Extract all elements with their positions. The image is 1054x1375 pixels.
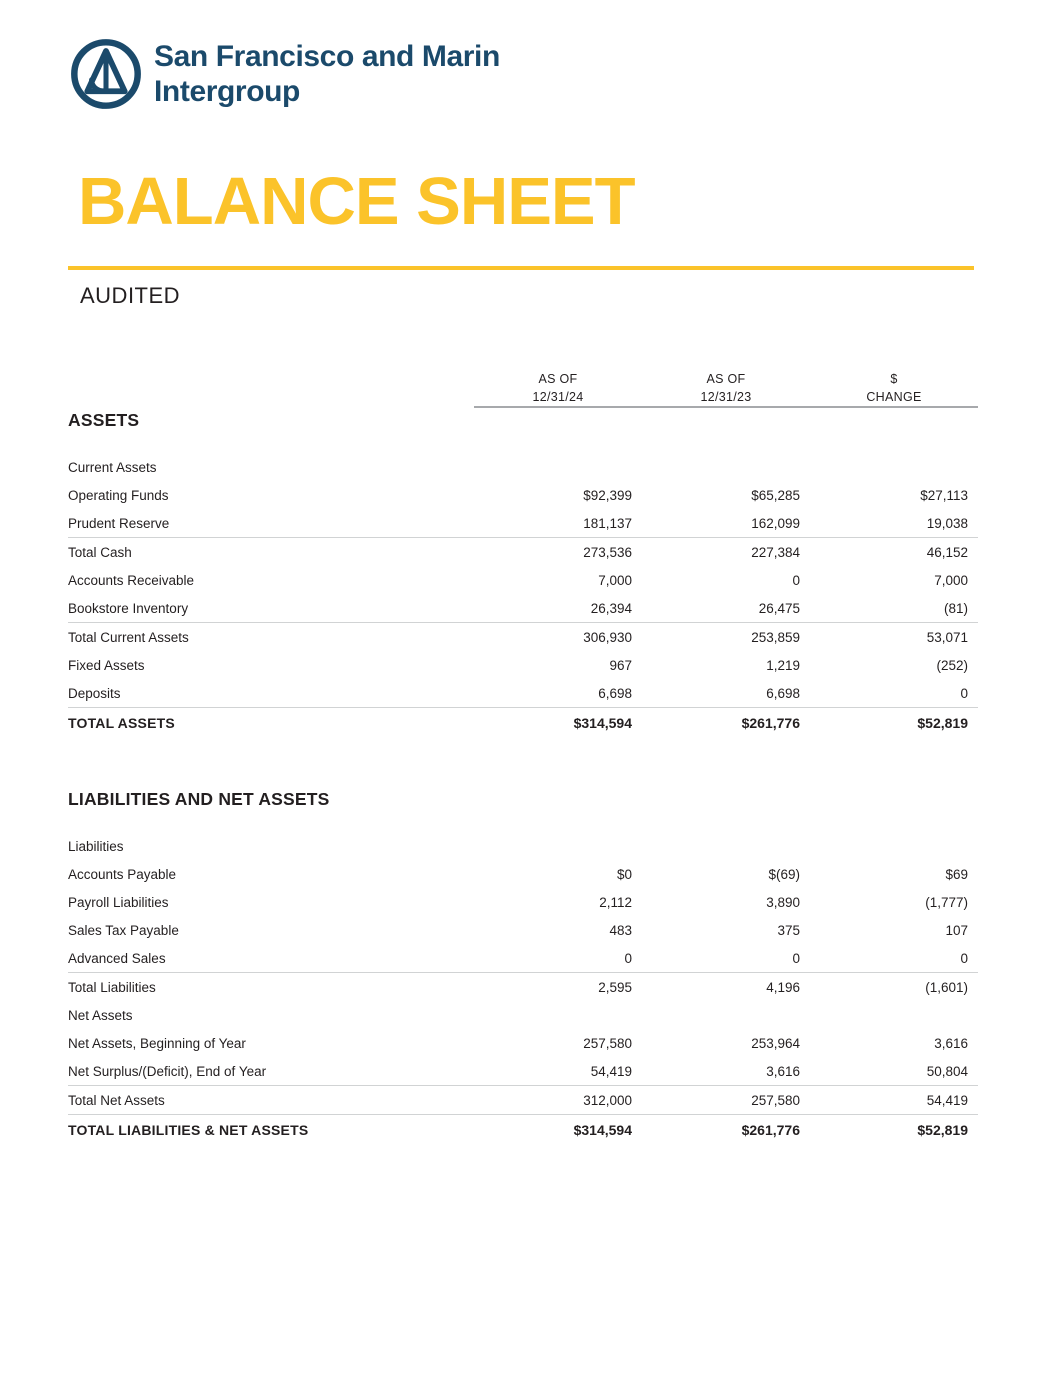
row-value-2: 257,580 (642, 1086, 810, 1115)
spacer-cell (68, 431, 978, 453)
header-col-3 (810, 370, 978, 407)
row-value-3: (81) (943, 600, 968, 616)
row-label: Net Assets, Beginning of Year (68, 1035, 246, 1051)
section-heading-row (68, 410, 978, 431)
organization-name (154, 39, 500, 110)
section-heading-spacer (68, 810, 978, 832)
table-row (68, 651, 978, 679)
section-heading: ASSETS (68, 410, 140, 431)
header-col-1-line1: AS OF (538, 372, 578, 386)
row-value-2: 0 (792, 950, 800, 966)
title-divider (68, 266, 974, 270)
table-row (68, 916, 978, 944)
row-value-2: 253,859 (642, 623, 810, 652)
row-label: Payroll Liabilities (68, 894, 169, 910)
section-heading-row (68, 789, 978, 810)
row-value-1: 26,394 (590, 600, 632, 616)
header-col-2 (642, 370, 810, 407)
row-value-2: 0 (792, 572, 800, 588)
row-value-2: 3,616 (766, 1063, 800, 1079)
row-label: Sales Tax Payable (68, 922, 179, 938)
header-col-2-line2: 12/31/23 (700, 390, 752, 405)
row-value-3: 46,152 (810, 538, 978, 567)
row-value-3: 3,616 (934, 1035, 968, 1051)
row-label: TOTAL ASSETS (68, 708, 474, 738)
row-value-3: $52,819 (810, 708, 978, 738)
row-value-2: 1,219 (766, 657, 800, 673)
row-value-1 (474, 832, 642, 860)
row-value-2: 227,384 (642, 538, 810, 567)
table-row (68, 566, 978, 594)
row-value-2: 4,196 (642, 973, 810, 1002)
row-value-1: 273,536 (474, 538, 642, 567)
organization-name-line2: Intergroup (154, 75, 300, 108)
row-label: Total Cash (68, 538, 474, 567)
row-label: Liabilities (68, 838, 124, 854)
row-value-3: (252) (936, 657, 968, 673)
row-label: Total Net Assets (68, 1086, 474, 1115)
row-value-3: 54,419 (810, 1086, 978, 1115)
header-col-3-line2: CHANGE (866, 390, 922, 405)
header-col-1 (474, 370, 642, 407)
row-label: Fixed Assets (68, 657, 145, 673)
row-value-2: $261,776 (642, 708, 810, 738)
row-value-2: $65,285 (751, 487, 800, 503)
row-label: Deposits (68, 685, 121, 701)
row-label: Total Liabilities (68, 973, 474, 1002)
table-row (68, 832, 978, 860)
table-row (68, 1057, 978, 1086)
header-col-3-line1: $ (890, 372, 898, 386)
row-value-1: 257,580 (583, 1035, 632, 1051)
row-value-3: 53,071 (810, 623, 978, 652)
row-value-3: $27,113 (920, 487, 968, 503)
row-value-3: 0 (960, 685, 968, 701)
row-label: Current Assets (68, 459, 157, 475)
row-value-3: 107 (945, 922, 968, 938)
financial-table-wrapper (68, 370, 978, 1144)
balance-sheet-table (68, 370, 978, 1144)
table-row (68, 679, 978, 708)
row-label: Advanced Sales (68, 950, 166, 966)
row-value-2: 375 (777, 922, 800, 938)
organization-name-line1: San Francisco and Marin (154, 39, 500, 73)
table-row (68, 944, 978, 973)
row-value-1 (474, 1001, 642, 1029)
spacer-cell (68, 737, 978, 789)
section-heading-spacer (68, 431, 978, 453)
section-spacer (68, 737, 978, 789)
row-value-3 (810, 453, 978, 481)
row-value-1: 0 (624, 950, 632, 966)
row-value-2: $(69) (768, 866, 800, 882)
table-row (68, 509, 978, 538)
row-value-2 (642, 832, 810, 860)
row-value-1: $314,594 (474, 708, 642, 738)
row-value-1: 54,419 (590, 1063, 632, 1079)
table-header-row (68, 370, 978, 407)
row-value-3 (810, 1001, 978, 1029)
triangle-circle-logo-icon (70, 38, 142, 110)
page-title: BALANCE SHEET (78, 164, 635, 239)
header-col-1-line2: 12/31/24 (532, 390, 584, 405)
table-row (68, 453, 978, 481)
row-value-2: 6,698 (766, 685, 800, 701)
row-value-3: (1,777) (925, 894, 968, 910)
row-value-3: 0 (960, 950, 968, 966)
row-value-3: 19,038 (926, 515, 968, 531)
row-value-2 (642, 1001, 810, 1029)
row-value-1: 2,595 (474, 973, 642, 1002)
row-value-1: 181,137 (583, 515, 632, 531)
row-value-1: 6,698 (598, 685, 632, 701)
row-value-3: (1,601) (810, 973, 978, 1002)
row-label: Bookstore Inventory (68, 600, 189, 616)
table-row (68, 481, 978, 509)
table-row (68, 973, 978, 1002)
table-row (68, 623, 978, 652)
row-label: Accounts Receivable (68, 572, 195, 588)
row-label: Accounts Payable (68, 866, 177, 882)
organization-logo (70, 38, 500, 110)
row-value-2: 26,475 (758, 600, 800, 616)
header-label-blank (68, 370, 474, 407)
table-total-row (68, 708, 978, 738)
row-value-2 (642, 453, 810, 481)
row-value-1: $314,594 (474, 1115, 642, 1145)
row-value-1: 312,000 (474, 1086, 642, 1115)
spacer-cell (68, 810, 978, 832)
row-value-3: $52,819 (810, 1115, 978, 1145)
table-row (68, 1029, 978, 1057)
table-row (68, 888, 978, 916)
row-value-2: 3,890 (766, 894, 800, 910)
table-sections-body (68, 410, 978, 1144)
row-value-1: 306,930 (474, 623, 642, 652)
section-heading: LIABILITIES AND NET ASSETS (68, 789, 330, 810)
row-value-1: $92,399 (583, 487, 632, 503)
row-value-1: $0 (616, 866, 632, 882)
page-subtitle: AUDITED (80, 283, 181, 308)
row-value-3 (810, 832, 978, 860)
row-value-2: 253,964 (751, 1035, 800, 1051)
row-label: Net Assets (68, 1007, 133, 1023)
table-row (68, 594, 978, 623)
row-value-1: 2,112 (599, 894, 632, 910)
row-label: Operating Funds (68, 487, 169, 503)
table-row (68, 1086, 978, 1115)
row-value-1: 483 (609, 922, 632, 938)
table-row (68, 1001, 978, 1029)
row-label: Net Surplus/(Deficit), End of Year (68, 1063, 267, 1079)
row-value-1: 7,000 (598, 572, 632, 588)
row-value-3: 7,000 (934, 572, 968, 588)
row-value-1 (474, 453, 642, 481)
table-total-row (68, 1115, 978, 1145)
table-row (68, 538, 978, 567)
table-row (68, 860, 978, 888)
row-value-2: $261,776 (642, 1115, 810, 1145)
row-value-3: 50,804 (926, 1063, 968, 1079)
row-value-2: 162,099 (751, 515, 800, 531)
row-label: TOTAL LIABILITIES & NET ASSETS (68, 1115, 474, 1145)
row-label: Prudent Reserve (68, 515, 170, 531)
row-value-3: $69 (945, 866, 968, 882)
row-value-1: 967 (609, 657, 632, 673)
header-col-2-line1: AS OF (706, 372, 746, 386)
row-label: Total Current Assets (68, 623, 474, 652)
